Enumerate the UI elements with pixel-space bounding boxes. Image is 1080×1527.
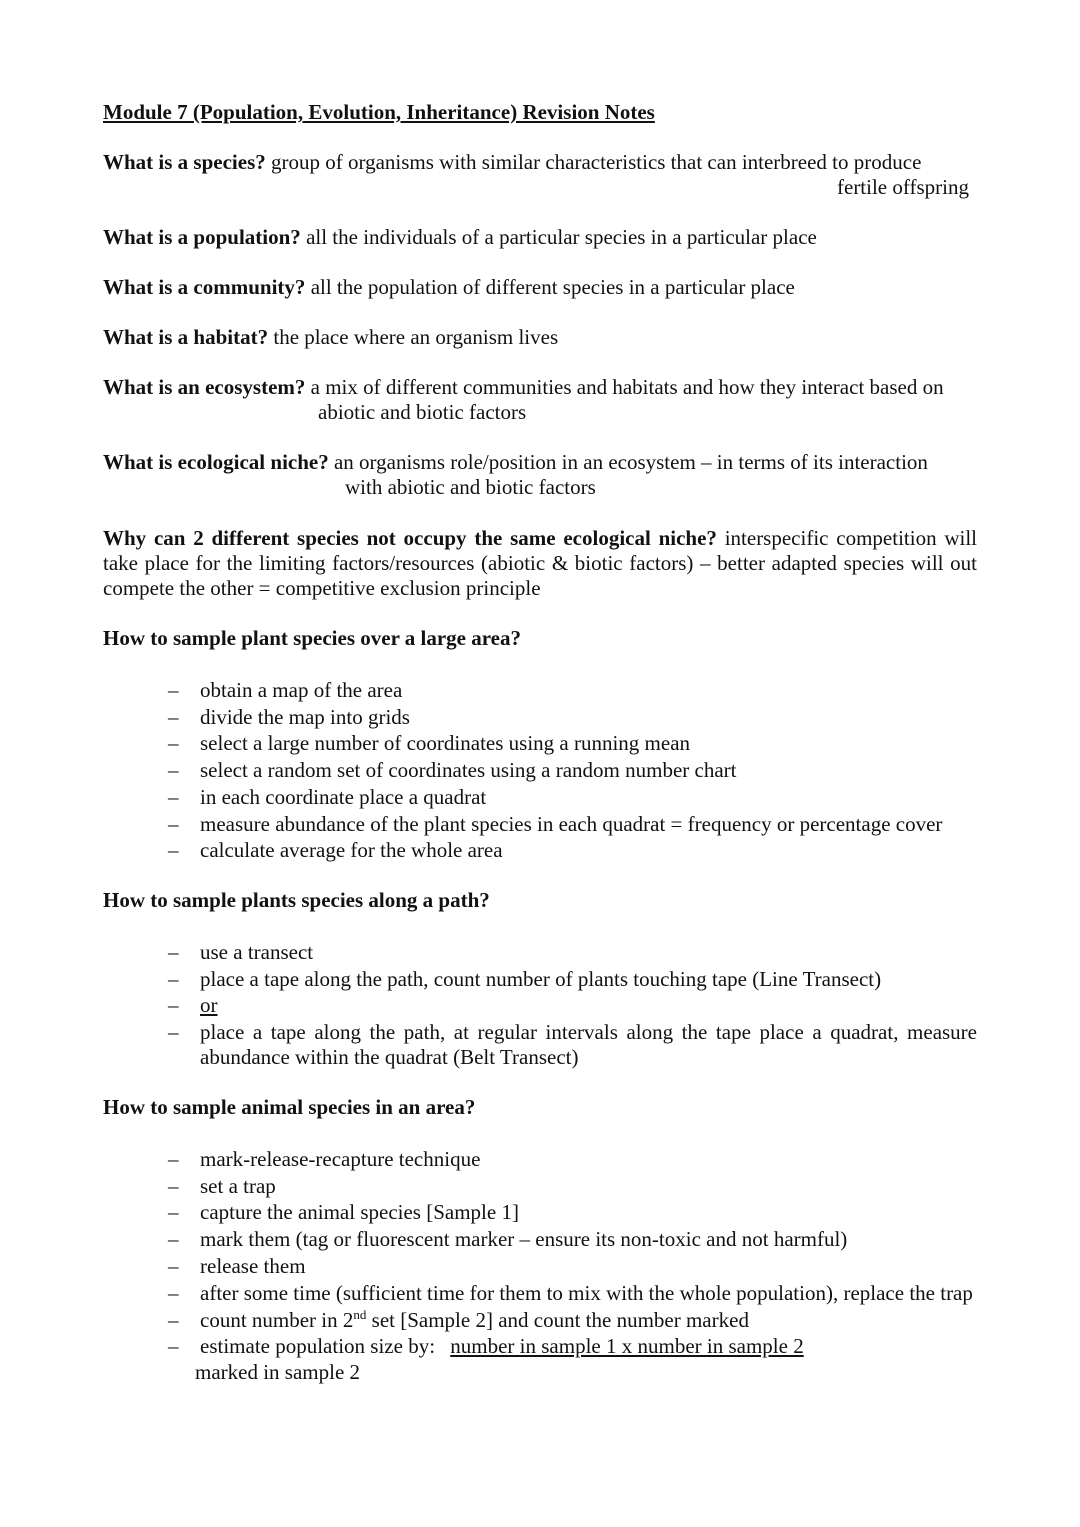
answer-community: all the population of different species in a particular place	[310, 275, 795, 299]
list-item: – select a random set of coordinates using a random number chart	[103, 757, 977, 784]
list-item: – after some time (sufficient time for them to mix with the whole population), replace the trap	[103, 1280, 977, 1307]
definition-species	[103, 150, 977, 200]
answer-niche-line2: with abiotic and biotic factors	[345, 475, 596, 499]
list-item: – in each coordinate place a quadrat	[103, 784, 977, 811]
question-population: What is a population?	[103, 225, 301, 249]
revision-notes-page	[103, 100, 977, 1385]
list-item: – select a large number of coordinates using a running mean	[103, 730, 977, 757]
definition-habitat	[103, 325, 977, 350]
heading-path: How to sample plants species along a path?	[103, 887, 490, 912]
list-item: – measure abundance of the plant species in each quadrat = frequency or percentage cover	[103, 811, 977, 838]
path-steps	[103, 939, 977, 1071]
list-item-count	[103, 1307, 977, 1334]
formula-numerator: number in sample 1 x number in sample 2	[450, 1334, 804, 1359]
list-item: – place a tape along the path, at regular intervals along the tape place a quadrat, measure abundance within the quadrat (Belt Transect)	[103, 1019, 977, 1071]
or-label: or	[200, 993, 218, 1018]
definition-ecosystem	[103, 375, 977, 425]
question-habitat: What is a habitat?	[103, 325, 269, 349]
list-item-estimate	[103, 1333, 977, 1360]
answer-population: all the individuals of a particular species in a particular place	[306, 225, 817, 249]
list-item: – place a tape along the path, count number of plants touching tape (Line Transect)	[103, 966, 977, 993]
question-community: What is a community?	[103, 275, 306, 299]
question-niche: What is ecological niche?	[103, 450, 329, 474]
count-text-post: set [Sample 2] and count the number marked	[371, 1307, 749, 1332]
list-item: – divide the map into grids	[103, 704, 977, 731]
count-text-pre: count number in 2	[200, 1307, 354, 1332]
list-item: – obtain a map of the area	[103, 677, 977, 704]
list-item: – calculate average for the whole area	[103, 837, 977, 864]
definition-population	[103, 225, 977, 250]
list-item-or	[103, 992, 977, 1019]
large-area-steps	[103, 677, 977, 864]
list-item: – release them	[103, 1253, 977, 1280]
definition-exclusion	[103, 526, 977, 601]
estimate-label: estimate population size by:	[200, 1334, 436, 1359]
heading-large-area: How to sample plant species over a large area?	[103, 626, 522, 650]
answer-exclusion: interspecific competition will take place for the limiting factors/resources (abiotic & biotic factors) – better adapted species will out compete the other = competitive exclusion principle	[103, 526, 978, 600]
formula-denominator: marked in sample 2	[195, 1359, 361, 1384]
answer-ecosystem-line2: abiotic and biotic factors	[318, 400, 527, 424]
answer-species-line1: group of organisms with similar characteristics that can interbreed to produce	[271, 150, 922, 174]
definition-niche	[103, 450, 977, 500]
answer-habitat: the place where an organism lives	[273, 325, 559, 349]
list-item: – capture the animal species [Sample 1]	[103, 1199, 977, 1226]
answer-niche-line1: an organisms role/position in an ecosystem – in terms of its interaction	[333, 450, 928, 474]
question-species: What is a species?	[103, 150, 266, 174]
page-title: Module 7 (Population, Evolution, Inheritance) Revision Notes	[103, 100, 655, 124]
animal-steps	[103, 1146, 977, 1360]
list-item: – mark-release-recapture technique	[103, 1146, 977, 1173]
answer-species-line2: fertile offspring	[837, 175, 969, 199]
heading-animal: How to sample animal species in an area?	[103, 1095, 476, 1120]
list-item: – set a trap	[103, 1173, 977, 1200]
list-item: – mark them (tag or fluorescent marker – ensure its non-toxic and not harmful)	[103, 1226, 977, 1253]
answer-ecosystem-line1: a mix of different communities and habitats and how they interact based on	[310, 375, 944, 399]
question-exclusion: Why can 2 different species not occupy the same ecological niche?	[103, 526, 717, 550]
count-superscript: nd	[353, 1306, 367, 1322]
list-item: – use a transect	[103, 939, 977, 966]
definition-community	[103, 275, 977, 300]
question-ecosystem: What is an ecosystem?	[103, 375, 306, 399]
